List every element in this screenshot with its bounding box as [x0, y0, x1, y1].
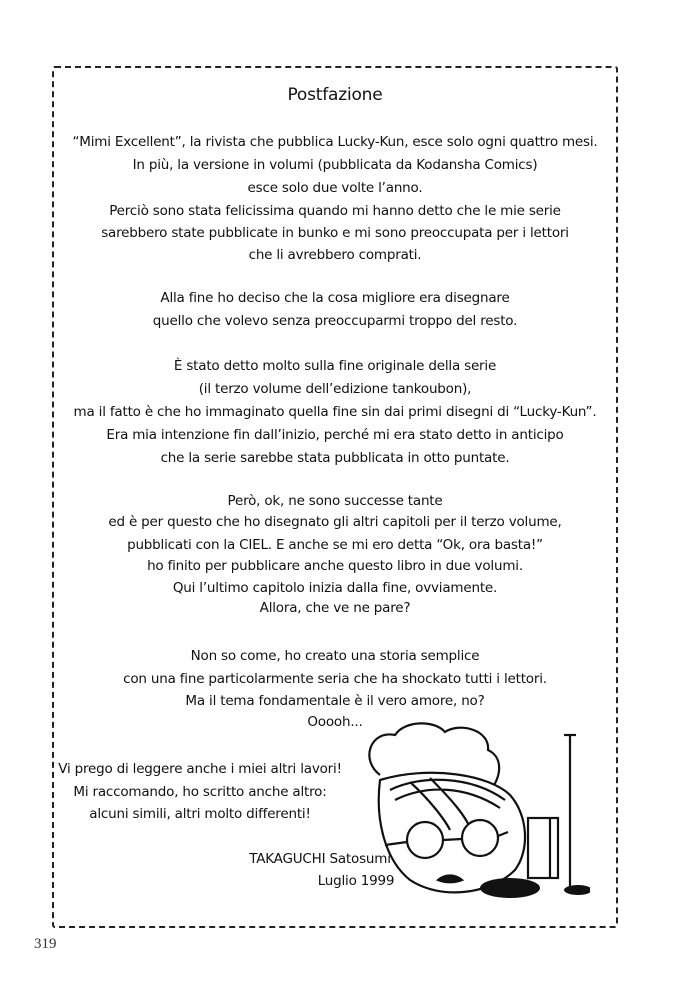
text-line: che li avrebbero comprati.: [248, 247, 422, 263]
text-line: alcuni simili, altri molto differenti!: [89, 806, 311, 822]
text-line: È stato detto molto sulla fine originale della serie: [173, 358, 497, 374]
text-line: Perciò sono stata felicissima quando mi hanno detto che le mie serie: [109, 203, 561, 219]
page-number: 319: [34, 936, 57, 952]
text-line: Allora, che ve ne pare?: [259, 600, 411, 616]
text-line: Era mia intenzione fin dall’inizio, perché mi era stato detto in anticipo: [106, 427, 564, 443]
author-portrait-illustration: [350, 720, 590, 910]
text-line: ho finito per pubblicare anche questo libro in due volumi.: [147, 558, 523, 574]
text-line: con una fine particolarmente seria che ha shockato tutti i lettori.: [123, 671, 547, 687]
text-line: Alla fine ho deciso che la cosa migliore era disegnare: [160, 290, 510, 306]
text-line: Vi prego di leggere anche i miei altri lavori!: [58, 761, 342, 777]
text-line: Ooooh...: [307, 714, 363, 730]
text-line: quello che volevo senza preoccuparmi troppo del resto.: [152, 313, 518, 329]
text-line: ma il fatto è che ho immaginato quella fine sin dai primi disegni di “Lucky-Kun”.: [73, 404, 597, 420]
text-line: “Mimi Excellent”, la rivista che pubblica Lucky-Kun, esce solo ogni quattro mesi.: [72, 134, 598, 150]
text-line: che la serie sarebbe stata pubblicata in otto puntate.: [160, 450, 510, 466]
page-title: Postfazione: [287, 85, 383, 105]
text-line: pubblicati con la CIEL. E anche se mi ero detta “Ok, ora basta!”: [127, 537, 543, 553]
text-line: sarebbero state pubblicate in bunko e mi sono preoccupata per i lettori: [101, 225, 569, 241]
text-line: Qui l’ultimo capitolo inizia dalla fine, ovviamente.: [172, 580, 498, 596]
text-line: Mi raccomando, ho scritto anche altro:: [73, 784, 327, 800]
text-line: esce solo due volte l’anno.: [247, 180, 423, 196]
text-line: In più, la versione in volumi (pubblicata da Kodansha Comics): [132, 157, 538, 173]
text-line: ed è per questo che ho disegnato gli altri capitoli per il terzo volume,: [108, 514, 562, 530]
text-line: Ma il tema fondamentale è il vero amore, no?: [185, 693, 485, 709]
text-line: Non so come, ho creato una storia semplice: [190, 648, 480, 664]
author-signature: TAKAGUCHI Satosumi: [249, 851, 391, 867]
text-line: Però, ok, ne sono successe tante: [227, 493, 443, 509]
signature-date: Luglio 1999: [317, 873, 395, 889]
text-line: (il terzo volume dell’edizione tankoubon),: [198, 381, 472, 397]
